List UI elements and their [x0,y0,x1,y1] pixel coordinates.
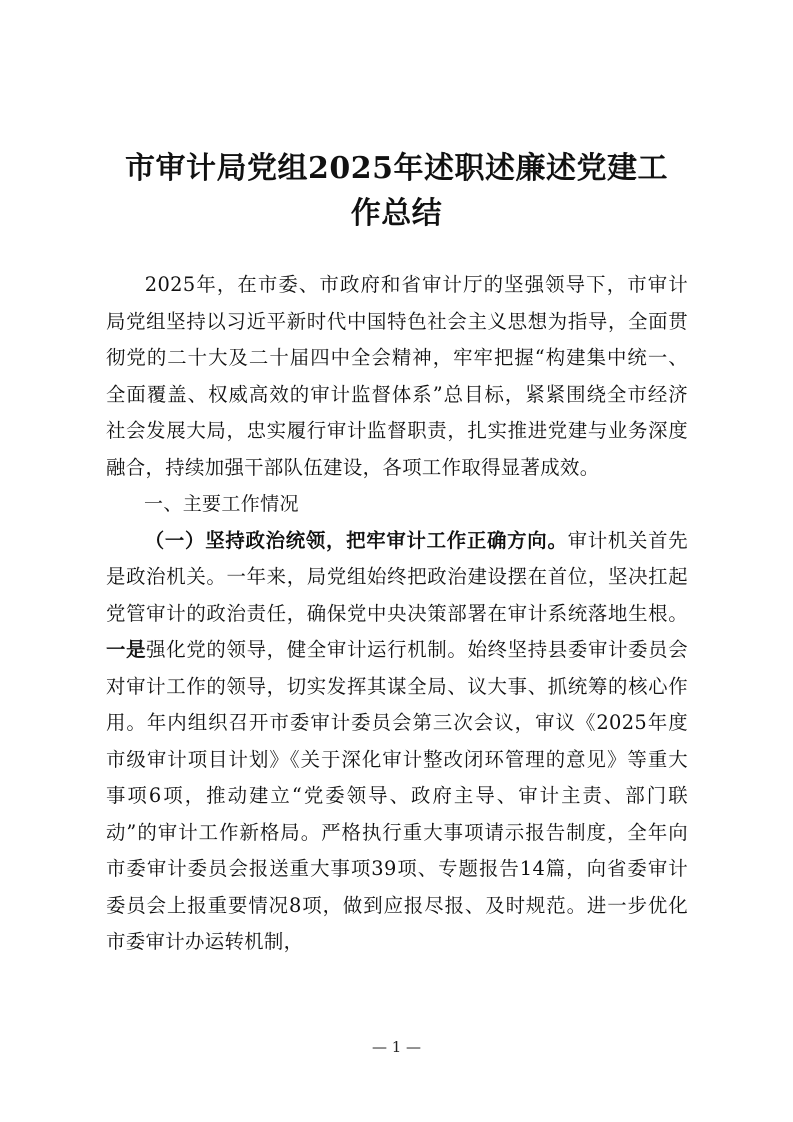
paragraph-text-2: 强化党的领导，健全审计运行机制。始终坚持县委审计委员会对审计工作的领导，切实发挥其谋全局、议大事、抓统筹的核心作用。年内组织召开市委审计委员会第三次会议，审议《2025年度市级审计项目计划》《关于深化审计整改闭环管理的意见》等重大事项6项，推动建立“党委领导、政府主导、审计主责、部门联动”的审计工作新格局。严格执行重大事项请示报告制度，全年向市委审计委员会报送重大事项39项、专题报告14篇，向省委审计委员会上报重要情况8项，做到应报尽报、及时规范。进一步优化市委审计办运转机制， [106,638,689,953]
title-line-2: 作总结 [350,196,443,231]
section-heading: 一、主要工作情况 [144,493,299,515]
document-body [106,267,688,961]
intro-paragraph: 2025年，在市委、市政府和省审计厅的坚强领导下，市审计局党组坚持以习近平新时代中国特色社会主义思想为指导，全面贯彻党的二十大及二十届四中全会精神，牢牢把握“构建集中统一、全面覆盖、权威高效的审计监督体系”总目标，紧紧围绕全市经济社会发展大局，忠实履行审计监督职责，扎实推进党建与业务深度融合，持续加强干部队伍建设，各项工作取得显著成效。 [106,273,688,479]
paragraph-text-1: 审计机关首先是政治机关。一年来，局党组始终把政治建设摆在首位，坚决扛起党管审计的政治责任，确保党中央决策部署在审计系统落地生根。 [106,528,688,625]
page-number: — 1 — [371,1038,422,1056]
document-title [96,146,697,236]
section-paragraph [106,523,688,961]
title-line-1: 市审计局党组2025年述职述廉述党建工 [125,151,668,186]
subheading: （一）坚持政治统领，把牢审计工作正确方向。 [144,528,568,552]
point-lead: 一是 [106,638,147,661]
